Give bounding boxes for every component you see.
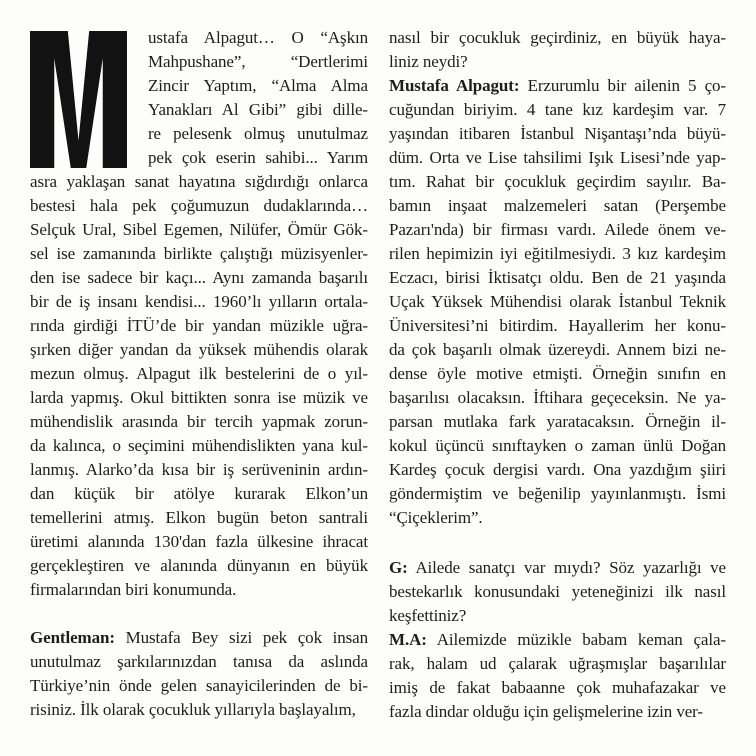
text-line: liniz neydi? xyxy=(389,52,468,71)
text-line: bestekarlık konusundaki yeteneğinizi ilk nasıl xyxy=(389,582,726,601)
text-line: şırken diğer yandan da yüksek mühendis olarak xyxy=(30,340,368,359)
text-line: Mustafa Alpagut: Erzurumlu bir ailenin 5 ço- xyxy=(389,76,726,95)
text-line: cuğundan biriyim. 4 tane kız kardeşim var. 7 xyxy=(389,100,726,119)
question-continuation-paragraph xyxy=(389,26,726,74)
text-line: tım. Rahat bir çocukluk geçirdim sayılır. Ba- xyxy=(389,172,726,191)
text-line: den ise sadece bir kaçı... Aynı zamanda başarılı xyxy=(30,268,368,287)
text-line: da kalınca, o seçimini mühendislikten yana kul- xyxy=(30,436,368,455)
text-line: Türkiye’nin önde gelen sanayicilerinden de bi- xyxy=(30,676,368,695)
speaker-label: G: xyxy=(389,558,408,577)
interviewer-question-paragraph xyxy=(30,626,368,722)
text-line: imiş de fakat babaanne çok muhafazakar ve xyxy=(389,678,726,697)
text-line: Uçak Yüksek Mühendisi olarak İstanbul Teknik xyxy=(389,292,726,311)
question2-text-lines xyxy=(389,556,726,628)
text-line: üretimi alanında 130'dan fazla ülkesine ihracat xyxy=(30,532,368,551)
text-line: parsan mutlaka fark yaratacaksın. Örneğin il- xyxy=(389,412,726,431)
intro-paragraph xyxy=(30,26,368,602)
question-continuation-lines xyxy=(389,26,726,74)
answer2-text-lines xyxy=(389,628,726,724)
answer-paragraph-1 xyxy=(389,74,726,530)
text-line: Eczacı, birisi İktisatçı oldu. Ben de 21 yaşında xyxy=(389,268,726,287)
text-line: “Çiçeklerim”. xyxy=(389,508,483,527)
text-line: bestesi hala pek çoğumuzun dudaklarında… xyxy=(30,196,368,215)
article-body xyxy=(30,26,726,724)
text-line: asra yaklaşan sanat hayatına sığdırdığı onlarca xyxy=(30,172,368,191)
text-line: larda yapmış. Okul bittikten sonra ise müzik ve xyxy=(30,388,368,407)
text-line: temellerini atmış. Elkon bugün beton santrali xyxy=(30,508,368,527)
text-line: ustafa Alpagut… O “Aşkın xyxy=(148,28,368,47)
text-line: risiniz. İlk olarak çocukluk yıllarıyla başlayalım, xyxy=(30,700,356,719)
text-line: rak, halam ud çalarak uğraşmışlar başarılılar xyxy=(389,654,726,673)
text-line: bamın inşaat malzemeleri satan (Perşembe xyxy=(389,196,726,215)
text-line: mezun olmuş. Alpagut ilk bestelerini de o yıl- xyxy=(30,364,368,383)
text-line: Kardeş çocuk dergisi vardı. Ona yazdığım şiiri xyxy=(389,460,726,479)
text-line: unutulmaz şarkılarınızdan tanısa da aslında xyxy=(30,652,368,671)
speaker-label: M.A: xyxy=(389,630,427,649)
column-left xyxy=(30,26,368,724)
text-line: lanmış. Alarko’da kısa bir iş serüveninin ardın- xyxy=(30,460,368,479)
column-right xyxy=(389,26,726,724)
text-line: düm. Orta ve Lise tahsilimi Işık Lisesi’nde yap- xyxy=(389,148,726,167)
text-line: G: Ailede sanatçı var mıydı? Söz yazarlığı ve xyxy=(389,558,726,577)
question-text-lines xyxy=(30,626,368,722)
text-line: yaşından itibaren İstanbul Nişantaşı’nda büyü- xyxy=(389,124,726,143)
text-line: Selçuk Ural, Sibel Egemen, Nilüfer, Ömür Gök- xyxy=(30,220,368,239)
text-line: mühendislik arasında bir tercih yapmak zorun- xyxy=(30,412,368,431)
text-line: sel ise zamanında birlikte çalıştığı müzisyenler- xyxy=(30,244,368,263)
text-line: Pazarı'nda) bir firması vardı. Ailede önem ve- xyxy=(389,220,726,239)
answer-paragraph-2 xyxy=(389,628,726,724)
text-line: firmalarından biri konumunda. xyxy=(30,580,237,599)
text-line: Yanakları Al Gibi” gibi dille- xyxy=(148,100,368,119)
text-line: rilen hepimizin iyi eğitilmesiydi. 3 kız kardeşim xyxy=(389,244,726,263)
interviewer-question-2-paragraph xyxy=(389,556,726,628)
text-line: re pelesenk olmuş unutulmaz xyxy=(148,124,368,143)
text-line: dense öyle motive etmişti. Örneğin sınıfın en xyxy=(389,364,726,383)
drop-cap-m-glyph xyxy=(30,31,127,168)
text-line: Üniversitesi’ni bitirdim. Hayallerim her konu- xyxy=(389,316,726,335)
text-line: nasıl bir çocukluk geçirdiniz, en büyük haya- xyxy=(389,28,726,47)
text-line: dan küçük bir atölye kurarak Elkon’un xyxy=(30,484,368,503)
text-line: M.A: Ailemizde müzikle babam keman çala- xyxy=(389,630,726,649)
text-line: gerçekleştiren ve alanında dünyanın en büyük xyxy=(30,556,368,575)
text-line: rında girdiği İTÜ’de bir yandan müzikle uğra- xyxy=(30,316,368,335)
text-line: pek çok eserin sahibi... Yarım xyxy=(148,148,368,167)
text-line: fazla dindar olduğu için gelişmelerine izin ver- xyxy=(389,702,703,721)
text-line: bir de iş insanı kendisi... 1960’lı yılların ortala- xyxy=(30,292,368,311)
drop-cap-letter-m xyxy=(30,31,127,168)
text-line: kokul üçüncü sınıftayken o zaman ünlü Doğan xyxy=(389,436,726,455)
text-line: Gentleman: Mustafa Bey sizi pek çok insan xyxy=(30,628,368,647)
text-line: Mahpushane”, “Dertlerimi xyxy=(148,52,368,71)
speaker-label: Gentleman: xyxy=(30,628,115,647)
text-line: keşfettiniz? xyxy=(389,606,467,625)
speaker-label: Mustafa Alpagut: xyxy=(389,76,520,95)
text-line: da çok başarılı olmak üzereydi. Annem bizi ne- xyxy=(389,340,726,359)
text-line: göndermiştim ve beğenilip yayınlanmıştı. İsmi xyxy=(389,484,726,503)
answer1-text-lines xyxy=(389,74,726,530)
text-line: Zincir Yaptım, “Alma Alma xyxy=(148,76,368,95)
text-line: başarılısı olacaksın. İftihara geçeceksin. Ne ya- xyxy=(389,388,726,407)
